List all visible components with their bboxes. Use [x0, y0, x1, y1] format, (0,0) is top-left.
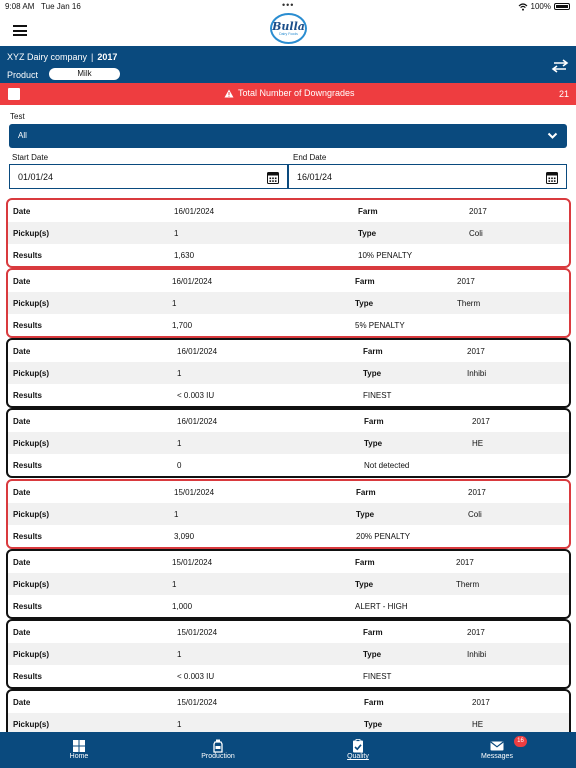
- wifi-icon: [518, 3, 528, 11]
- product-selector[interactable]: Milk: [49, 68, 120, 80]
- result-card[interactable]: [6, 479, 571, 549]
- calendar-icon[interactable]: [267, 171, 279, 184]
- card-row-pickups: Pickup(s) 1 Type HE: [8, 432, 569, 454]
- menu-icon[interactable]: [13, 25, 27, 36]
- result-card[interactable]: [6, 198, 571, 268]
- status-bar: [0, 0, 576, 12]
- test-select-value: All: [18, 131, 27, 140]
- chevron-down-icon: [547, 130, 558, 141]
- card-row-date: Date 15/01/2024 Farm 2017: [13, 698, 490, 707]
- start-date-label: Start Date: [12, 153, 49, 162]
- test-select[interactable]: [9, 124, 567, 148]
- milk-can-icon: [210, 739, 226, 753]
- start-date-value: 01/01/24: [18, 172, 54, 182]
- card-row-date: Date 15/01/2024 Farm 2017: [13, 558, 474, 567]
- card-row-results: Results 3,090 20% PENALTY: [13, 532, 411, 541]
- company-separator: |: [91, 52, 94, 62]
- card-row-pickups: Pickup(s) 1 Type Inhibi: [8, 643, 569, 665]
- result-card[interactable]: [6, 268, 571, 338]
- grid-icon: [71, 739, 87, 753]
- tab-quality-label: Quality: [347, 753, 369, 760]
- battery-icon: [554, 3, 570, 10]
- result-card[interactable]: [6, 338, 571, 408]
- card-row-date: Date 16/01/2024 Farm 2017: [13, 207, 487, 216]
- card-row-pickups: Pickup(s) 1 Type Therm: [8, 573, 569, 595]
- multitasking-dots-icon[interactable]: •••: [282, 0, 295, 10]
- status-time: 9:08 AM Tue Jan 16: [5, 2, 81, 11]
- result-card[interactable]: [6, 408, 571, 478]
- card-row-pickups: Pickup(s) 1 Type HE: [8, 713, 569, 735]
- card-row-date: Date 16/01/2024 Farm 2017: [13, 417, 490, 426]
- end-date-field[interactable]: [288, 164, 567, 189]
- battery-percent: 100%: [530, 2, 551, 11]
- alert-message: [224, 88, 355, 98]
- product-label: Product: [7, 70, 39, 80]
- result-card[interactable]: [6, 549, 571, 619]
- status-right: [518, 2, 570, 11]
- swap-icon[interactable]: [550, 59, 570, 73]
- card-row-results: Results 1,630 10% PENALTY: [13, 251, 413, 260]
- company-name: XYZ Dairy company: [7, 52, 88, 62]
- card-row-results: Results 1,000 ALERT - HIGH: [13, 602, 408, 611]
- card-row-date: Date 16/01/2024 Farm 2017: [13, 277, 475, 286]
- envelope-icon: [489, 739, 505, 753]
- clipboard-check-icon: [350, 739, 366, 753]
- card-row-pickups: Pickup(s) 1 Type Coli: [8, 503, 569, 525]
- company-line: [7, 52, 117, 62]
- select-all-checkbox[interactable]: [8, 88, 20, 100]
- card-row-results: Results < 0.003 IU FINEST: [13, 672, 392, 681]
- bulla-logo: Bulla Dairy Foods: [270, 13, 307, 44]
- card-row-results: Results < 0.003 IU FINEST: [13, 391, 392, 400]
- tab-home[interactable]: [7, 732, 151, 768]
- downgrade-count: 21: [558, 89, 569, 99]
- downgrades-alert-bar: [0, 83, 576, 105]
- card-row-pickups: Pickup(s) 1 Type Inhibi: [8, 362, 569, 384]
- alert-text: Total Number of Downgrades: [238, 88, 355, 98]
- test-label: Test: [10, 112, 25, 121]
- card-row-date: Date 15/01/2024 Farm 2017: [13, 488, 486, 497]
- tab-production[interactable]: [146, 732, 290, 768]
- card-row-pickups: Pickup(s) 1 Type Coli: [8, 222, 569, 244]
- messages-badge: 16: [514, 736, 527, 747]
- card-row-results: Results 1,700 5% PENALTY: [13, 321, 405, 330]
- farm-number: 2017: [97, 52, 118, 62]
- warning-icon: [224, 89, 234, 98]
- tab-messages[interactable]: [425, 732, 569, 768]
- tab-quality[interactable]: [286, 732, 430, 768]
- top-bar: [0, 12, 576, 46]
- card-row-pickups: Pickup(s) 1 Type Therm: [8, 292, 569, 314]
- card-row-date: Date 16/01/2024 Farm 2017: [13, 347, 485, 356]
- card-row-date: Date 15/01/2024 Farm 2017: [13, 628, 485, 637]
- result-card[interactable]: [6, 619, 571, 689]
- end-date-value: 16/01/24: [297, 172, 333, 182]
- tab-production-label: Production: [201, 753, 235, 760]
- company-header: [0, 46, 576, 83]
- end-date-label: End Date: [293, 153, 327, 162]
- bottom-tab-bar: [0, 732, 576, 768]
- calendar-icon[interactable]: [546, 171, 558, 184]
- card-row-results: Results 0 Not detected: [13, 461, 410, 470]
- tab-messages-label: Messages: [481, 753, 513, 760]
- tab-home-label: Home: [69, 753, 89, 760]
- start-date-field[interactable]: [9, 164, 288, 189]
